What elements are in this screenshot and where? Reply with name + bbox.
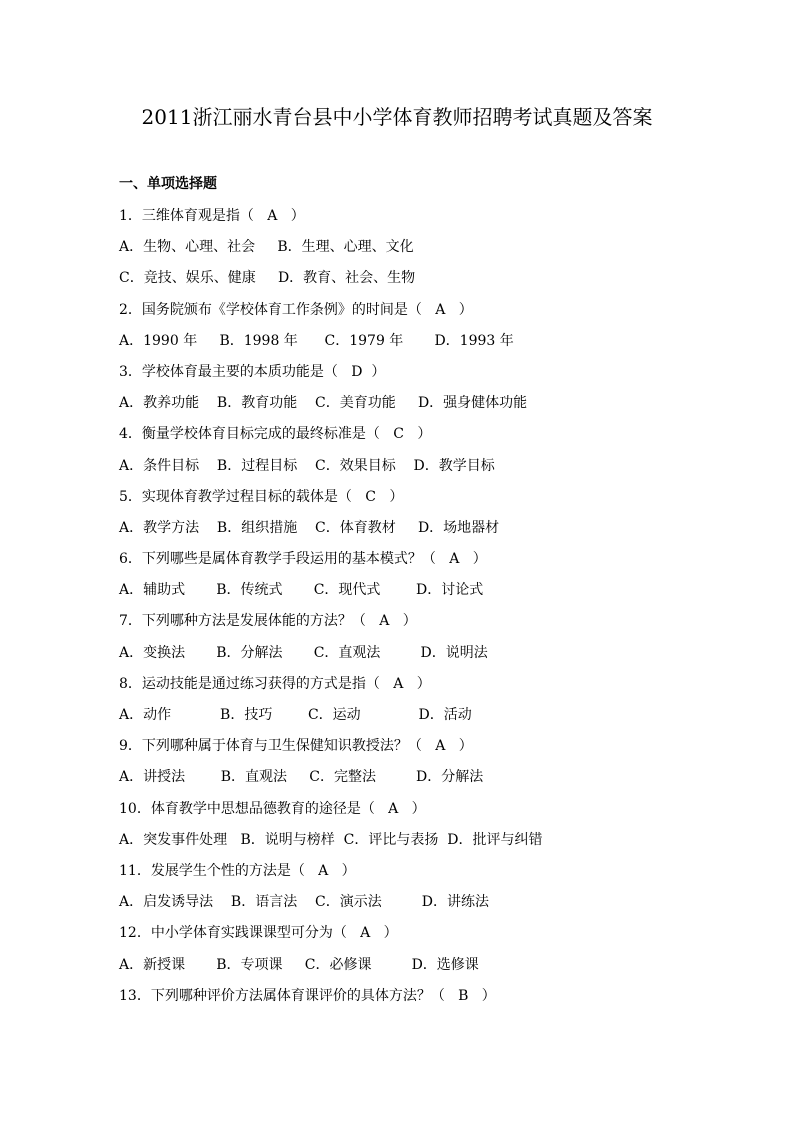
- question-1-options-row-1: A．生物、心理、社会 B．生理、心理、文化: [119, 239, 414, 256]
- question-12-options: A．新授课 B．专项课 C．必修课 D．选修课: [119, 956, 479, 973]
- question-2: 2．国务院颁布《学校体育工作条例》的时间是（ A ）: [119, 301, 473, 318]
- question-12: 12．中小学体育实践课课型可分为（ A ）: [119, 925, 398, 942]
- question-4-options: A．条件目标 B．过程目标 C．效果目标 D．教学目标: [119, 457, 495, 474]
- question-1-options-row-2: C．竞技、娱乐、健康 D．教育、社会、生物: [119, 270, 416, 287]
- question-3-options: A．教养功能 B．教育功能 C．美育功能 D．强身健体功能: [119, 395, 528, 412]
- question-5: 5．实现体育教学过程目标的载体是（ C ）: [119, 488, 404, 505]
- question-6: 6．下列哪些是属体育教学手段运用的基本模式？（ A ）: [119, 551, 487, 568]
- question-4: 4．衡量学校体育目标完成的最终标准是（ C ）: [119, 426, 432, 443]
- question-5-options: A．教学方法 B．组织措施 C．体育教材 D．场地器材: [119, 519, 500, 536]
- question-8: 8．运动技能是通过练习获得的方式是指（ A ）: [119, 675, 431, 692]
- question-11: 11．发展学生个性的方法是（ A ）: [119, 862, 356, 879]
- question-2-options: A．1990 年 B．1998 年 C．1979 年 D．1993 年: [119, 332, 514, 349]
- section-heading: 一、单项选择题: [119, 176, 217, 192]
- question-7-options: A．变换法 B．分解法 C．直观法 D．说明法: [119, 644, 488, 661]
- question-9-options: A．讲授法 B．直观法 C．完整法 D．分解法: [119, 769, 484, 786]
- question-11-options: A．启发诱导法 B．语言法 C．演示法 D．讲练法: [119, 894, 489, 911]
- question-10-options: A．突发事件处理 B．说明与榜样 C．评比与表扬 D．批评与纠错: [119, 831, 543, 848]
- question-13: 13．下列哪种评价方法属体育课评价的具体方法？（ B ）: [119, 987, 496, 1004]
- question-list: [119, 205, 679, 1016]
- question-6-options: A．辅助式 B．传统式 C．现代式 D．讨论式: [119, 582, 484, 599]
- question-1: 1．三维体育观是指（ A ）: [119, 208, 305, 224]
- document-title: 2011浙江丽水青台县中小学体育教师招聘考试真题及答案: [141, 105, 653, 129]
- question-3: 3．学校体育最主要的本质功能是（ D ）: [119, 363, 386, 380]
- question-7: 7．下列哪种方法是发展体能的方法？（ A ）: [119, 613, 417, 630]
- question-10: 10．体育教学中思想品德教育的途径是（ A ）: [119, 800, 426, 817]
- question-9: 9．下列哪种属于体育与卫生保健知识教授法？（ A ）: [119, 738, 473, 755]
- question-8-options: A．动作 B．技巧 C．运动 D．活动: [119, 707, 472, 723]
